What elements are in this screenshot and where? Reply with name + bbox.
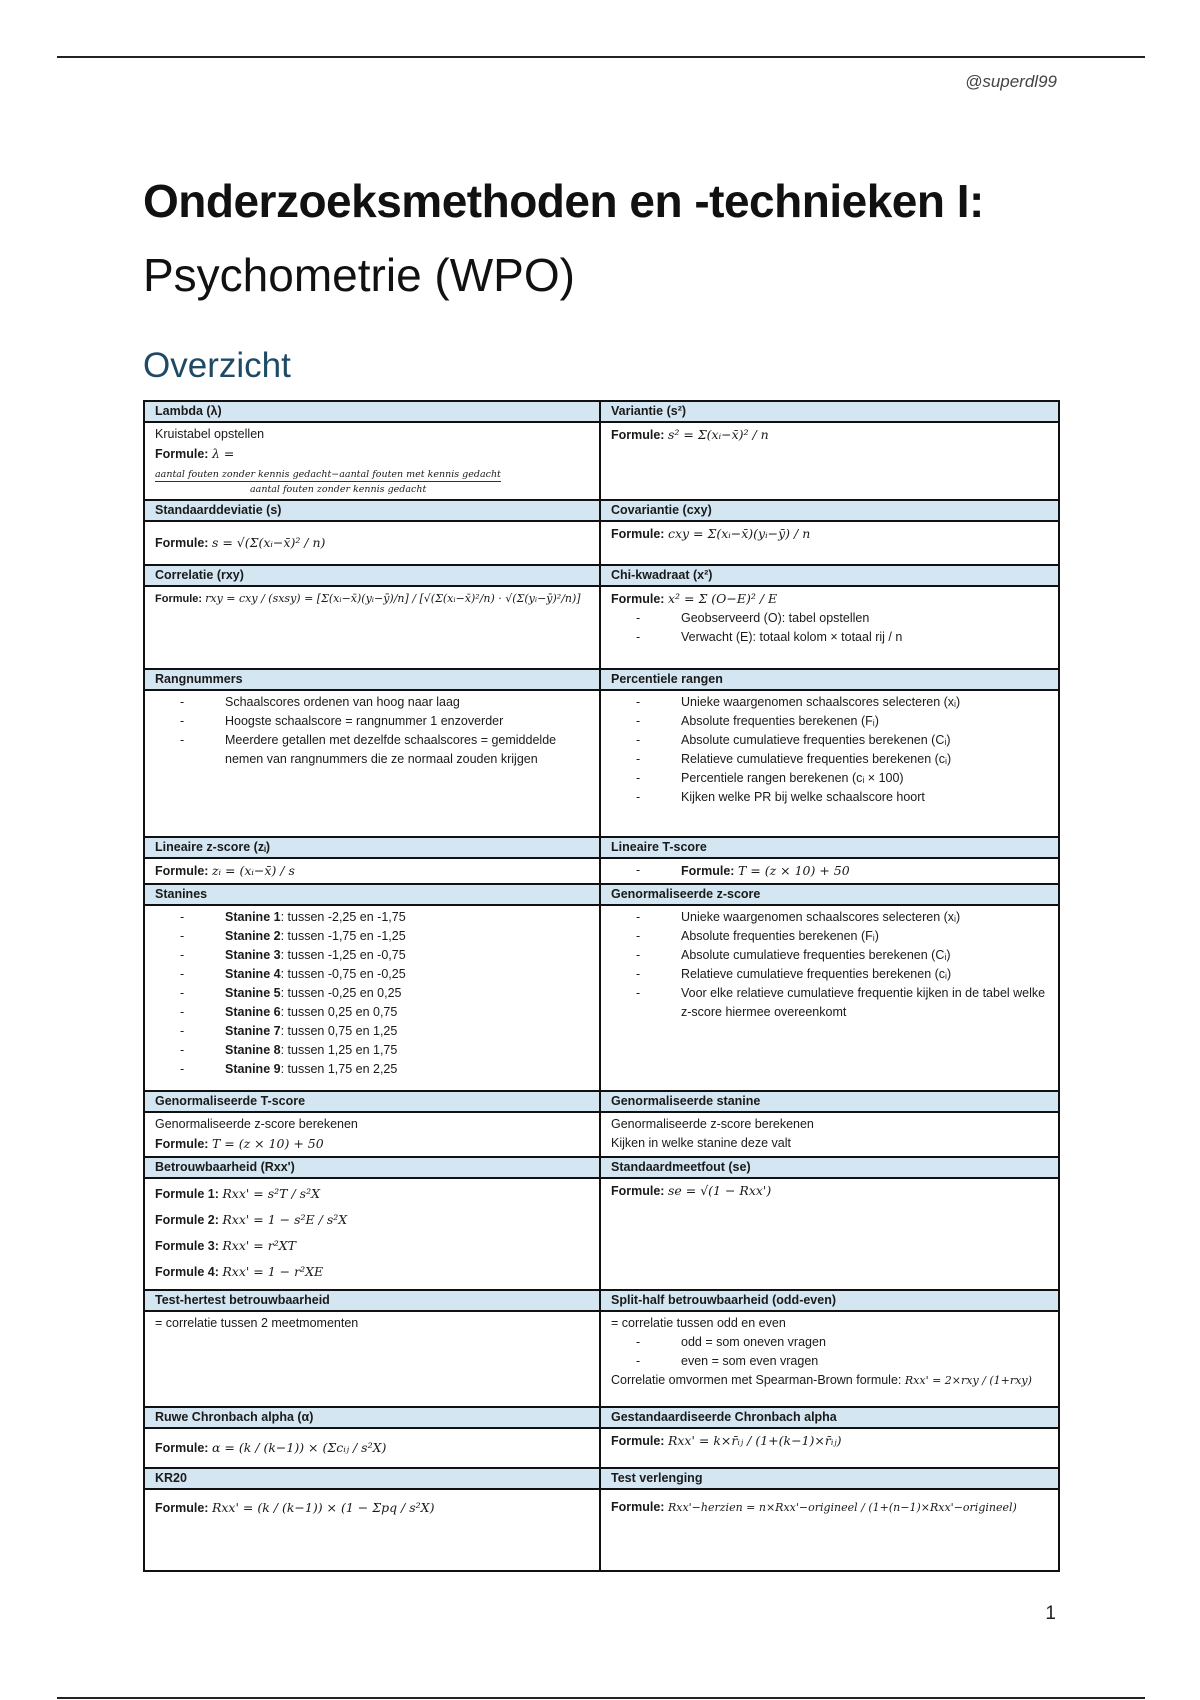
- split-formula: Correlatie omvormen met Spearman-Brown formule: Rxx' = 2×rxy / (1+rxy): [611, 1373, 1032, 1387]
- cell-stan: [144, 905, 600, 1091]
- stanine-item: - Stanine 1: tussen -2,25 en -1,75: [180, 908, 589, 927]
- header-thtr: Test-hertest betrouwbaarheid: [144, 1290, 600, 1311]
- stanine-item: - Stanine 8: tussen 1,25 en 1,75: [180, 1041, 589, 1060]
- cell-galpha: Formule: Rxx' = k×r̄ᵢⱼ / (1+(k−1)×r̄ᵢⱼ): [600, 1428, 1059, 1468]
- cell-split: [600, 1311, 1059, 1407]
- cell-gt: [144, 1112, 600, 1157]
- variantie-formula: Formule: s² = Σ(xᵢ−x̄)² / n: [611, 427, 769, 442]
- cell-rang: [144, 690, 600, 837]
- gt-line: Genormaliseerde z-score berekenen: [155, 1117, 358, 1131]
- chi-item: - Verwacht (E): totaal kolom × totaal rij / n: [636, 628, 1048, 647]
- header-lambda: Lambda (λ): [144, 401, 600, 422]
- stanine-item: - Stanine 7: tussen 0,75 en 1,25: [180, 1022, 589, 1041]
- betr-formula: Formule 1: Rxx' = s²T / s²X: [155, 1186, 321, 1201]
- betr-formula: Formule 3: Rxx' = r²XT: [155, 1238, 296, 1253]
- author-handle: @superdl99: [965, 72, 1057, 91]
- header-perc: Percentiele rangen: [600, 669, 1059, 690]
- stanine-item: - Stanine 3: tussen -1,25 en -0,75: [180, 946, 589, 965]
- cell-corr: Formule: rxy = cxy / (sxsy) = [Σ(xᵢ−x̄)(yᵢ−ȳ)/n] / [√(Σ(xᵢ−x̄)²/n) · √(Σ(yᵢ−ȳ)²/n)]: [144, 586, 600, 669]
- betr-formula: Formule 2: Rxx' = 1 − s²E / s²X: [155, 1212, 348, 1227]
- header-galpha: Gestandaardiseerde Chronbach alpha: [600, 1407, 1059, 1428]
- gz-item: - Absolute frequenties berekenen (Fᵢ): [636, 927, 1048, 946]
- cell-zlin: Formule: zᵢ = (xᵢ−x̄) / s: [144, 858, 600, 884]
- header-se: Standaardmeetfout (se): [600, 1157, 1059, 1178]
- overview-table: [143, 400, 1060, 1572]
- stanine-item: - Stanine 4: tussen -0,75 en -0,25: [180, 965, 589, 984]
- rang-item: - Meerdere getallen met dezelfde schaalscores = gemiddelde nemen van rangnummers die ze normaal zouden krijgen: [180, 731, 589, 769]
- header-sd: Standaarddeviatie (s): [144, 500, 600, 521]
- betr-formula: Formule 4: Rxx' = 1 − r²XE: [155, 1264, 324, 1279]
- header-split: Split-half betrouwbaarheid (odd-even): [600, 1290, 1059, 1311]
- cell-se: Formule: se = √(1 − Rxx'): [600, 1178, 1059, 1290]
- header-corr: Correlatie (rxy): [144, 565, 600, 586]
- split-item: - even = som even vragen: [636, 1352, 1048, 1371]
- page-title: Onderzoeksmethoden en -technieken I:: [143, 175, 984, 227]
- thtr-line: = correlatie tussen 2 meetmomenten: [155, 1316, 359, 1330]
- split-line: = correlatie tussen odd en even: [611, 1316, 786, 1330]
- gs-line: Genormaliseerde z-score berekenen: [611, 1117, 814, 1131]
- page-subtitle: Psychometrie (WPO): [143, 249, 575, 301]
- gs-line: Kijken in welke stanine deze valt: [611, 1136, 791, 1150]
- header-verl: Test verlenging: [600, 1468, 1059, 1489]
- header-gz: Genormaliseerde z-score: [600, 884, 1059, 905]
- cell-lambda: [144, 422, 600, 500]
- gz-item: - Voor elke relatieve cumulatieve frequentie kijken in de tabel welke z-score hiermee overeenkomt: [636, 984, 1048, 1022]
- cell-gz: [600, 905, 1059, 1091]
- cell-verl: Formule: Rxx'−herzien = n×Rxx'−origineel / (1+(n−1)×Rxx'−origineel): [600, 1489, 1059, 1571]
- page-number: 1: [1045, 1603, 1056, 1624]
- perc-item: - Kijken welke PR bij welke schaalscore hoort: [636, 788, 1048, 807]
- gz-item: - Relatieve cumulatieve frequenties berekenen (cᵢ): [636, 965, 1048, 984]
- bottom-rule: [57, 1697, 1145, 1699]
- cell-betr: [144, 1178, 600, 1290]
- stanine-item: - Stanine 6: tussen 0,25 en 0,75: [180, 1003, 589, 1022]
- perc-item: - Unieke waargenomen schaalscores selecteren (xᵢ): [636, 693, 1048, 712]
- top-rule: [57, 56, 1145, 58]
- stanine-item: - Stanine 2: tussen -1,75 en -1,25: [180, 927, 589, 946]
- gt-formula: Formule: T = (z × 10) + 50: [155, 1136, 324, 1151]
- cell-variantie: [600, 422, 1059, 500]
- perc-item: - Percentiele rangen berekenen (cᵢ × 100): [636, 769, 1048, 788]
- lambda-denominator: aantal fouten zonder kennis gedacht: [250, 484, 427, 495]
- cell-sd: Formule: s = √(Σ(xᵢ−x̄)² / n): [144, 521, 600, 565]
- rang-item: - Schaalscores ordenen van hoog naar laag: [180, 693, 589, 712]
- cell-cov: Formule: cxy = Σ(xᵢ−x̄)(yᵢ−ȳ) / n: [600, 521, 1059, 565]
- gz-item: - Absolute cumulatieve frequenties berekenen (Cᵢ): [636, 946, 1048, 965]
- rang-item: - Hoogste schaalscore = rangnummer 1 enzoverder: [180, 712, 589, 731]
- cell-chi: Formule: x² = Σ (O−E)² / E - Geobserveerd (O): tabel opstellen - Verwacht (E): totaal kolom × totaal rij / n: [600, 586, 1059, 669]
- cell-tlin: [600, 858, 1059, 884]
- header-chi: Chi-kwadraat (x²): [600, 565, 1059, 586]
- cell-thtr: [144, 1311, 600, 1407]
- lambda-formula: Formule: λ =: [155, 446, 235, 461]
- header-variantie: Variantie (s²): [600, 401, 1059, 422]
- header-zlin: Lineaire z-score (zᵢ): [144, 837, 600, 858]
- header-alpha: Ruwe Chronbach alpha (α): [144, 1407, 600, 1428]
- header-kr20: KR20: [144, 1468, 600, 1489]
- header-gs: Genormaliseerde stanine: [600, 1091, 1059, 1112]
- header-stan: Stanines: [144, 884, 600, 905]
- header-tlin: Lineaire T-score: [600, 837, 1059, 858]
- stanine-item: - Stanine 5: tussen -0,25 en 0,25: [180, 984, 589, 1003]
- perc-item: - Absolute frequenties berekenen (Fᵢ): [636, 712, 1048, 731]
- header-cov: Covariantie (cxy): [600, 500, 1059, 521]
- lambda-numerator: aantal fouten zonder kennis gedacht−aantal fouten met kennis gedacht: [155, 469, 501, 480]
- gz-item: - Unieke waargenomen schaalscores selecteren (xᵢ): [636, 908, 1048, 927]
- header-gt: Genormaliseerde T-score: [144, 1091, 600, 1112]
- cell-gs: [600, 1112, 1059, 1157]
- section-heading: Overzicht: [143, 346, 291, 385]
- stanine-item: - Stanine 9: tussen 1,75 en 2,25: [180, 1060, 589, 1079]
- split-item: - odd = som oneven vragen: [636, 1333, 1048, 1352]
- perc-item: - Relatieve cumulatieve frequenties berekenen (cᵢ): [636, 750, 1048, 769]
- perc-item: - Absolute cumulatieve frequenties berekenen (Cᵢ): [636, 731, 1048, 750]
- chi-item: - Geobserveerd (O): tabel opstellen: [636, 609, 1048, 628]
- cell-kr20: Formule: Rxx' = (k / (k−1)) × (1 − Σpq / s²X): [144, 1489, 600, 1571]
- cell-perc: [600, 690, 1059, 837]
- header-betr: Betrouwbaarheid (Rxx'): [144, 1157, 600, 1178]
- lambda-line: Kruistabel opstellen: [155, 427, 265, 441]
- tlin-item: - Formule: T = (z × 10) + 50: [636, 861, 1048, 881]
- header-rang: Rangnummers: [144, 669, 600, 690]
- cell-alpha: Formule: α = (k / (k−1)) × (Σcᵢⱼ / s²X): [144, 1428, 600, 1468]
